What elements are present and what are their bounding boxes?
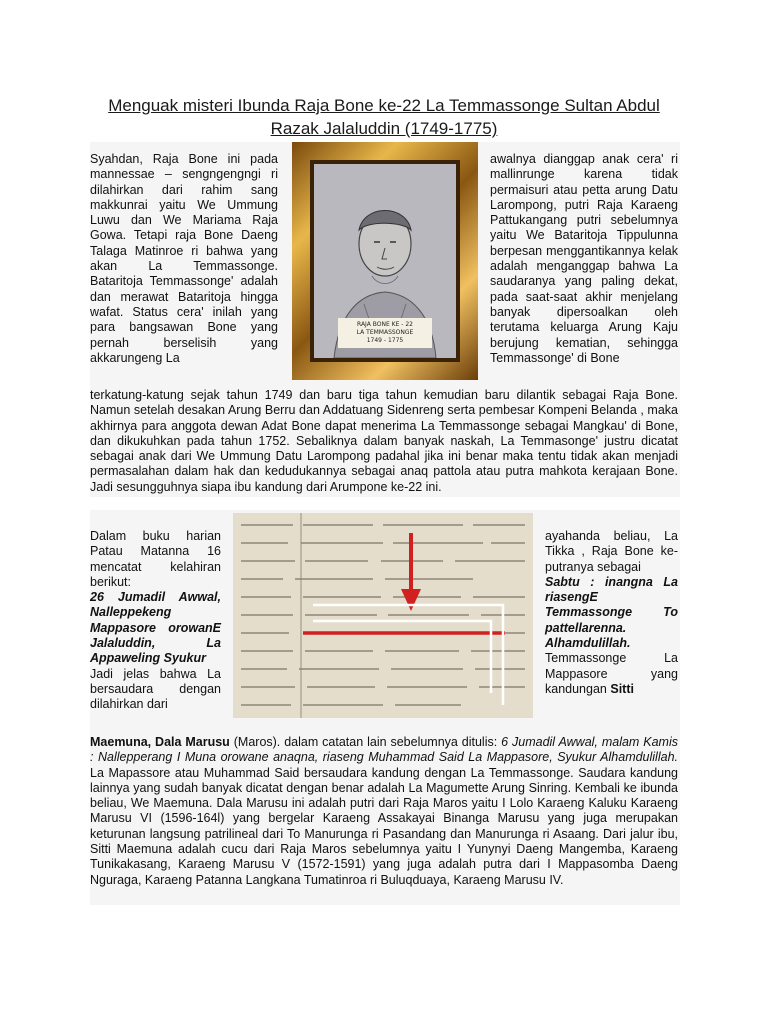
section2-full-italic: 6 Jumadil Awwal, malam Kamis : Nallepperang I Muna orowane anaqna, riaseng Muhammad Said La Mappasore, Syukur Alhamdulillah. (90, 735, 678, 765)
section2-full-text (90, 735, 678, 888)
section1-left-column (90, 152, 278, 366)
section2-paragraph (90, 735, 678, 888)
portrait-caption-line1: RAJA BONE KE - 22 (357, 321, 413, 328)
section2-right-bold: Sabtu : inangna La riasengE Temmassonge To pattellarenna. Alhamdulillah. (545, 574, 678, 651)
section2-right-after-wrap (545, 651, 678, 697)
section1-left-text: Syahdan, Raja Bone ini pada mannessae – sengngengngi ri dilahirkan dari rahim sang makkunrai yaitu We Ummung Luwu dan We Mariama Raja Gowa. Tetapi raja Bone Daeng Talaga Matinroe ri bahwa yang akan La Temmassonge. Bataritoja Temmassonge' adalah dan merawat Bataritoja hingga wafat. Status cera' inilah yang para bangsawan Bone yang pernah berselisih yang akkarungeng La (90, 152, 278, 365)
section2-left-bold: 26 Jumadil Awwal, Nalleppekeng Mappasore orowanE Jalaluddin, La Appaweling Syukur (90, 590, 221, 666)
portrait-frame (292, 142, 478, 380)
section2-right-intro: ayahanda beliau, La Tikka , Raja Bone ke-putranya sebagai (545, 529, 678, 574)
section2-left-after: Jadi jelas bahwa La bersaudara dengan dilahirkan dari (90, 666, 221, 712)
section2-full-text1: (Maros). dalam catatan lain sebelumnya ditulis: (229, 735, 502, 749)
section2-right-after: Temmassonge La Mappasore yang kandungan (545, 651, 678, 696)
section2-right-column (545, 529, 678, 697)
section1-paragraph: terkatung-katung sejak tahun 1749 dan baru tiga tahun kemudian baru dilantik sebagai Raja Bone. Namun setelah desakan Arung Berru dan Addatuang Sidenreng serta pembesar Kompeni Belanda , maka akhirnya para anggota dewan Adat Bone dapat menerima La Temmassonge sebagai Mangkau' di Bone, dan dikukuhkan pada tahun 1752. Sebaliknya dalam banyak naskah, La Temmasonge' justru dicatat sebagai anak dari We Ummung Datu Larompong padahal jika ini benar maka tentu tidak akan menjadi permasalahan dalam hak dan kedudukannya sebagai anaq pattola atau putra mahkota kerajaan Bone. Jadi sesungguhnya siapa ibu kandung dari Arumpone ke-22 ini. (90, 388, 678, 494)
manuscript-sketch (233, 513, 533, 718)
page-title: Menguak misteri Ibunda Raja Bone ke-22 La Temmassonge Sultan Abdul Razak Jalaluddin (1749-1775) (108, 96, 660, 138)
section2-right-after-bold: Sitti (610, 681, 634, 696)
portrait-caption-line3: 1749 - 1775 (366, 337, 404, 344)
section1-right-text: awalnya dianggap anak cera' ri mallinrunge karena tidak permaisuri atau petta arung Datu Larompong, putri Raja Karaeng Pattukangang putri sebelumnya yaitu We Bataritoja Tippulunna berpesan menggantikannya kelak adalah menganggap bahwa La saudaranya yang paling dekat, pada saat-saat akhir menjelang banyak dipersoalkan oleh terutama keluarga Arung Kaju berujung kematian, sehingga Temmassonge' di Bone (490, 152, 678, 365)
section2-left-column (90, 529, 221, 713)
manuscript-image (233, 513, 533, 718)
portrait-caption-plate (338, 318, 432, 348)
section2-left-intro: Dalam buku harian Patau Matanna 16 mencatat kelahiran berikut: (90, 529, 221, 589)
section2-full-text2: La Mapassore atau Muhammad Said bersaudara kandung dengan La Temmassonge. Saudara kandung lainnya yang sudah banyak dicatat dengan benar adalah La Magumette Arung Sinring. Kembali ke ibunda beliau, We Maemuna. Dala Marusu ini adalah putri dari Raja Maros yaitu I Lolo Karaeng Kaluku Karaeng Marusu VI (1596-164l) yang bergelar Karaeng Assakayai Binanga Marusu yang juga merupakan keturunan langsung patrilineal dari To Manurunga ri Pasandang dan Manurunga ri Asaang. Dari jalur ibu, Sitti Maemuna adalah cucu dari Raja Maros sebelumnya yaitu I Yunynyi Daeng Mangemba, Karaeng Tunikakasang, Karaeng Marusu V (1572-1591) yang juga adalah putra dari I Mappasomba Daeng Nguraga, Karaeng Patanna Langkana Tumatinroa ri Buluqduaya, Karaeng Marusu IV. (90, 765, 678, 887)
section2-full-bold: Maemuna, Dala Marusu (90, 735, 230, 749)
portrait-image (314, 164, 456, 358)
section1-full-text (90, 388, 678, 495)
portrait-caption-line2: LA TEMMASSONGE (356, 329, 414, 336)
section1-right-column (490, 152, 678, 366)
